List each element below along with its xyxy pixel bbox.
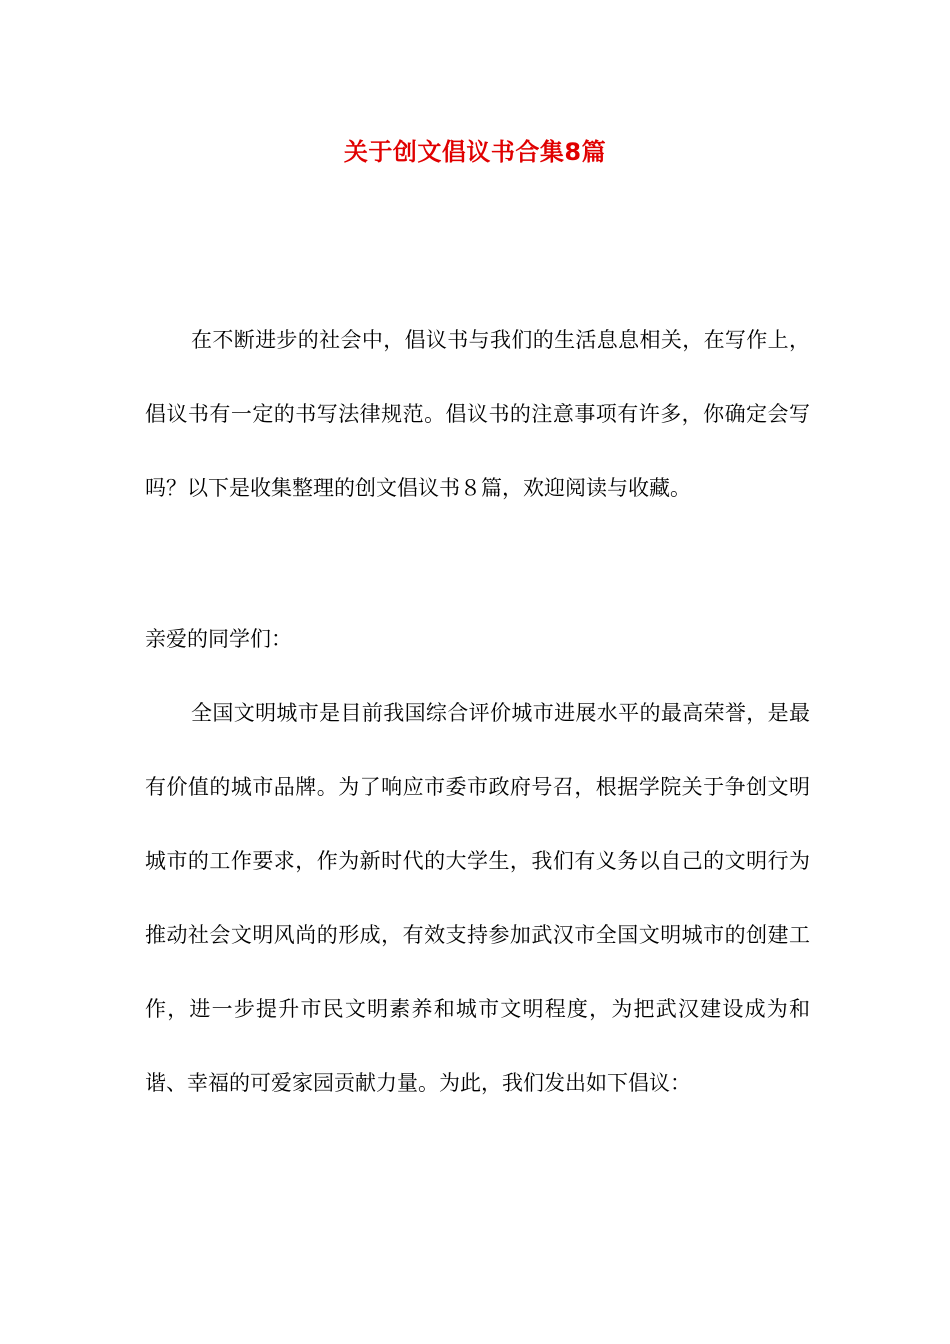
intro-paragraph: 在不断进步的社会中，倡议书与我们的生活息息相关，在写作上，倡议书有一定的书写法律规范。倡议书的注意事项有许多，你确定会写吗？以下是收集整理的创文倡议书８篇，欢迎阅读与收藏。 <box>145 328 810 500</box>
document-title: 关于创文倡议书合集8篇 <box>343 138 607 166</box>
salutation: 亲爱的同学们： <box>145 627 292 651</box>
body-paragraph: 全国文明城市是目前我国综合评价城市进展水平的最高荣誉，是最有价值的城市品牌。为了响应市委市政府号召，根据学院关于争创文明城市的工作要求，作为新时代的大学生，我们有义务以自己的文明行为推动社会文明风尚的形成，有效支持参加武汉市全国文明城市的创建工作，进一步提升市民文明素养和城市文明程度，为把武汉建设成为和谐、幸福的可爱家园贡献力量。为此，我们发出如下倡议： <box>145 701 810 1095</box>
